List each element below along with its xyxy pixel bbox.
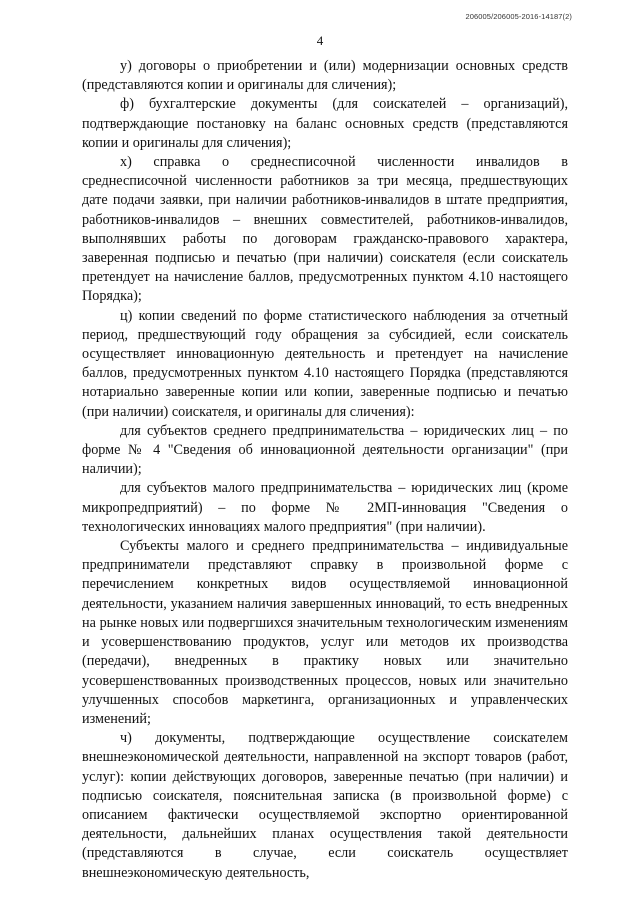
- paragraph-u: у) договоры о приобретении и (или) модернизации основных средств (представляются копии и оригиналы для сличения);: [82, 58, 568, 94]
- paragraph-kh: х) справка о среднесписочной численности инвалидов в среднесписочной численности работников за три месяца, предшествующих дате подачи заявки, при наличии работников-инвалидов в штате предприятия, работников-инвалидов – внешних совместителей, работников-инвалидов, выполнявших работы по договорам гражданско-правового характера, заверенная подписью и печатью (при наличии) соискателя (если соискатель претендует на начисление баллов, предусмотренных пунктом 4.10 настоящего Порядка);: [82, 154, 568, 305]
- paragraph-ch: ч) документы, подтверждающие осуществление соискателем внешнеэкономической деятельности, направленной на экспорт товаров (работ, услуг): копии действующих договоров, заверенные печатью (при наличии) и подписью соискателя, пояснительная записка (в произвольной форме) с описанием фактически осуществляемой экспортно ориентированной деятельности, дальнейших планах осуществления такой деятельности (представляются в случае, если соискатель осуществляет внешнеэкономическую деятельность,: [82, 730, 568, 881]
- document-body: [82, 57, 568, 883]
- document-id: 206005/206005-2016-14187(2): [465, 12, 572, 21]
- paragraph-medium-business: для субъектов среднего предпринимательства – юридических лиц – по форме № 4 "Сведения об инновационной деятельности организации" (при наличии);: [82, 422, 568, 478]
- paragraph-ts: ц) копии сведений по форме статистического наблюдения за отчетный период, предшествующий году обращения за субсидией, если соискатель осуществляет инновационную деятельность и претендует на начисление баллов, предусмотренных пунктом 4.10 настоящего Порядка (представляются нотариально заверенные копии или копии, заверенные подписью и печатью (при наличии) соискателя, и оригиналы для сличения):: [82, 307, 568, 420]
- paragraph-f: ф) бухгалтерские документы (для соискателей – организаций), подтверждающие постановку на баланс основных средств (представляются копии и оригиналы для сличения);: [82, 96, 568, 151]
- paragraph-small-business: для субъектов малого предпринимательства – юридических лиц (кроме микропредприятий) – по форме № 2МП-инновация "Сведения о технологических инновациях малого предприятия" (при наличии).: [82, 480, 568, 535]
- paragraph-individual-entrepreneurs: Субъекты малого и среднего предпринимательства – индивидуальные предприниматели представляют справку в произвольной форме с перечислением конкретных видов осуществляемой инновационной деятельности, указанием наличия завершенных инноваций, то есть внедренных на рынке новых или подвергшихся значительным технологическим изменениям и усовершенствованию продуктов, услуг или методов их производства (передачи), внедренных в практику новых или значительно усовершенствованных производственных процессов, новых или значительно улучшенных способов маркетинга, организационных и управленческих изменений;: [82, 538, 568, 727]
- page-number: 4: [316, 33, 324, 48]
